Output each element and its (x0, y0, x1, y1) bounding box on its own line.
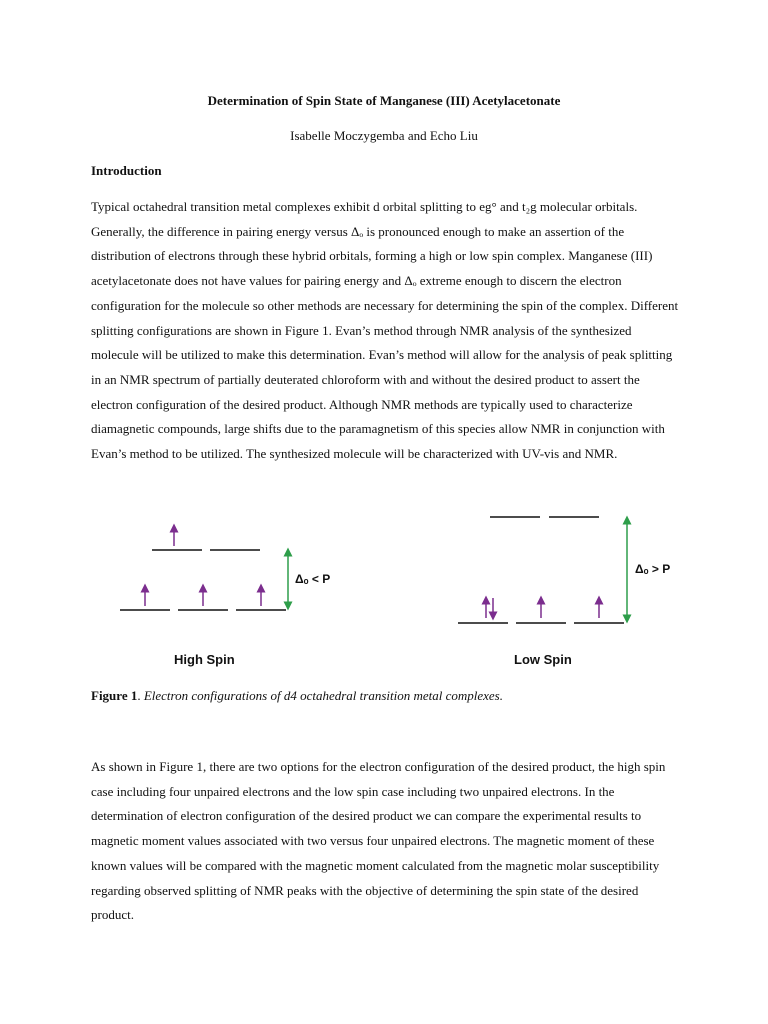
high-spin-label: High Spin (174, 652, 235, 667)
low-spin-label: Low Spin (514, 652, 572, 667)
body-paragraph: As shown in Figure 1, there are two options for the electron configuration of the desired product, the high spin case including four unpaired electrons and the low spin case including two unpaired electrons. In the determination of electron configuration of the desired product we can compare the experimental results to magnetic moment values associated with two versus four unpaired electrons. The magnetic moment of these known values will be compared with the magnetic moment calculated from the magnetic molar susceptibility regarding observed splitting of NMR peaks with the objective of determining the spin state of the desired product. (91, 759, 666, 923)
introduction-paragraph: Typical octahedral transition metal complexes exhibit d orbital splitting to eg° and t₂g molecular orbitals. Generally, the difference in pairing energy versus Δₒ is pronounced enough to make an assertion of the distribution of electrons through these hybrid orbitals, forming a high or low spin complex. Manganese (III) acetylacetonate does not have values for pairing energy and Δₒ extreme enough to discern the electron configuration for the molecule so other methods are necessary for determining the spin of the complex. Different splitting configurations are shown in Figure 1. Evan’s method through NMR analysis of the synthesized molecule will be utilized to make this determination. Evan’s method will allow for the analysis of peak splitting in an NMR spectrum of partially deuterated chloroform with and without the desired product to assert the electron configuration of the desired product. Although NMR methods are typically used to characterize diamagnetic compounds, large shifts due to the paramagnetism of this species allow NMR in conjunction with Evan’s method to be utilized. The synthesized molecule will be characterized with UV-vis and NMR. (91, 199, 679, 462)
low-spin-diagram (458, 517, 670, 667)
introduction-heading: Introduction (91, 163, 162, 178)
high-delta-label: Δₒ < P (295, 572, 331, 586)
caption-text: Electron configurations of d4 octahedral transition metal complexes. (143, 688, 503, 703)
figure-1-diagram (100, 500, 680, 680)
document-authors: Isabelle Moczygemba and Echo Liu (290, 128, 478, 143)
figure-caption: Figure 1. Electron configurations of d4 octahedral transition metal complexes. (91, 688, 503, 703)
caption-label: Figure 1 (91, 688, 138, 703)
high-spin-diagram (120, 528, 330, 667)
document-title: Determination of Spin State of Manganese (III) Acetylacetonate (207, 93, 561, 108)
low-delta-label: Δₒ > P (635, 562, 671, 576)
